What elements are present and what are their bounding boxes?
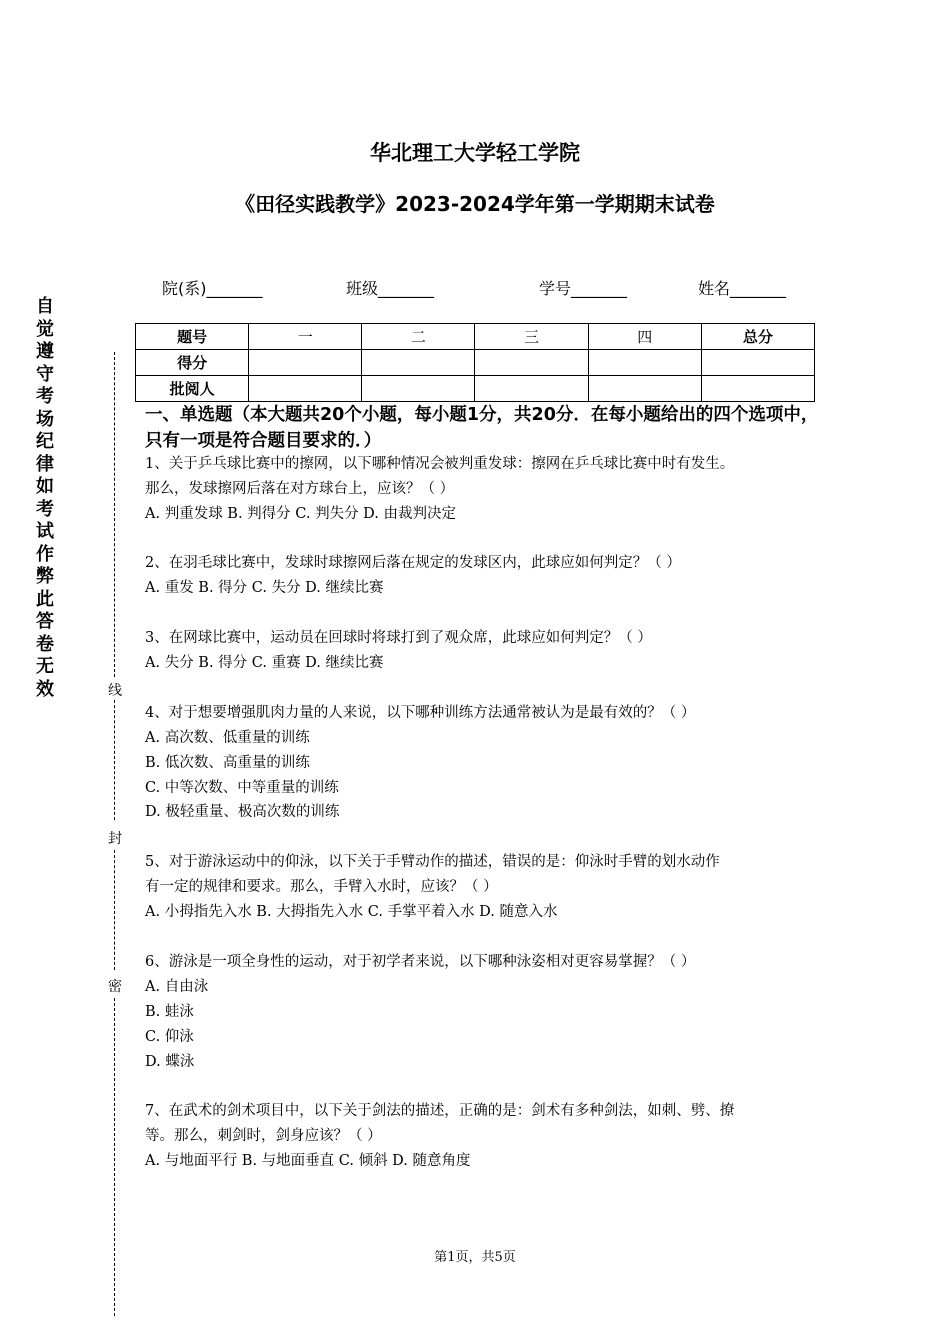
question-1-stem-cont: 那么，发球擦网后落在对方球台上，应该？（ ） — [145, 481, 455, 497]
score-table — [135, 323, 815, 402]
question-4-option-a: A. 高次数、低重量的训练 — [145, 730, 310, 746]
header-part-3: 三 — [475, 324, 588, 350]
score-row — [136, 350, 815, 376]
grader-cell — [475, 376, 588, 402]
question-5-stem: 5、对于游泳运动中的仰泳，以下关于手臂动作的描述，错误的是：仰泳时手臂的划水动作 — [145, 854, 720, 870]
score-cell — [588, 350, 701, 376]
score-cell — [249, 350, 362, 376]
question-6-option-c: C. 仰泳 — [145, 1029, 194, 1045]
score-row-label: 得分 — [136, 350, 249, 376]
question-7-stem: 7、在武术的剑术项目中，以下关于剑法的描述，正确的是：剑术有多种剑法，如刺、劈、撩 — [145, 1103, 735, 1119]
score-cell — [701, 350, 814, 376]
question-2-options: A. 重发 B. 得分 C. 失分 D. 继续比赛 — [145, 580, 384, 596]
question-1-stem: 1、关于乒乓球比赛中的擦网，以下哪种情况会被判重发球：擦网在乒乓球比赛中时有发生。 — [145, 456, 735, 472]
binding-line-segment — [114, 700, 115, 820]
question-4-option-b: B. 低次数、高重量的训练 — [145, 755, 310, 771]
question-1-options: A. 判重发球 B. 判得分 C. 判失分 D. 由裁判决定 — [145, 506, 457, 522]
question-7-stem-cont: 等。那么，刺剑时，剑身应该？（ ） — [145, 1128, 382, 1144]
school-title: 华北理工大学轻工学院 — [370, 141, 580, 165]
question-6-option-d: D. 蝶泳 — [145, 1054, 195, 1070]
score-table-header-row — [136, 324, 815, 350]
question-2-stem: 2、在羽毛球比赛中，发球时球擦网后落在规定的发球区内，此球应如何判定？（ ） — [145, 555, 681, 571]
question-7-options: A. 与地面平行 B. 与地面垂直 C. 倾斜 D. 随意角度 — [145, 1153, 471, 1169]
question-6-option-b: B. 蛙泳 — [145, 1004, 194, 1020]
section-1-heading: 一、单选题（本大题共20个小题，每小题1分，共20分．在每小题给出的四个选项中，只有一项是符合题目要求的．） — [145, 405, 819, 451]
binding-mark-feng: 封 — [107, 828, 123, 848]
binding-mark-mi: 密 — [107, 976, 123, 996]
question-6-stem: 6、游泳是一项全身性的运动，对于初学者来说，以下哪种泳姿相对更容易掌握？（ ） — [145, 954, 696, 970]
class-field: 班级_______ — [346, 279, 435, 298]
name-field: 姓名_______ — [698, 279, 787, 298]
grader-cell — [362, 376, 475, 402]
page-footer: 第1页，共5页 — [434, 1250, 516, 1265]
header-total: 总分 — [701, 324, 814, 350]
binding-line-segment — [114, 998, 115, 1316]
header-part-1: 一 — [249, 324, 362, 350]
score-cell — [475, 350, 588, 376]
question-3-stem: 3、在网球比赛中，运动员在回球时将球打到了观众席，此球应如何判定？（ ） — [145, 630, 652, 646]
question-6-option-a: A. 自由泳 — [145, 979, 209, 995]
question-3-options: A. 失分 B. 得分 C. 重赛 D. 继续比赛 — [145, 655, 384, 671]
question-4-option-c: C. 中等次数、中等重量的训练 — [145, 780, 339, 796]
student-id-field: 学号_______ — [539, 279, 628, 298]
grader-row — [136, 376, 815, 402]
exam-discipline-notice: 自觉遵守考场纪律如考试作弊此答卷无效 — [36, 296, 54, 700]
question-5-stem-cont: 有一定的规律和要求。那么，手臂入水时，应该？（ ） — [145, 879, 498, 895]
header-question-number: 题号 — [136, 324, 249, 350]
question-5-options: A. 小拇指先入水 B. 大拇指先入水 C. 手掌平着入水 D. 随意入水 — [145, 904, 558, 920]
binding-line-segment — [114, 352, 115, 677]
header-part-2: 二 — [362, 324, 475, 350]
binding-mark-xian: 线 — [107, 680, 123, 700]
header-part-4: 四 — [588, 324, 701, 350]
grader-cell — [701, 376, 814, 402]
department-field: 院(系)_______ — [162, 279, 263, 298]
grader-cell — [249, 376, 362, 402]
question-4-stem: 4、对于想要增强肌肉力量的人来说，以下哪种训练方法通常被认为是最有效的？（ ） — [145, 705, 696, 721]
grader-cell — [588, 376, 701, 402]
exam-title: 《田径实践教学》2023-2024学年第一学期期末试卷 — [235, 192, 715, 216]
score-cell — [362, 350, 475, 376]
question-4-option-d: D. 极轻重量、极高次数的训练 — [145, 804, 340, 820]
grader-row-label: 批阅人 — [136, 376, 249, 402]
binding-line-segment — [114, 850, 115, 970]
